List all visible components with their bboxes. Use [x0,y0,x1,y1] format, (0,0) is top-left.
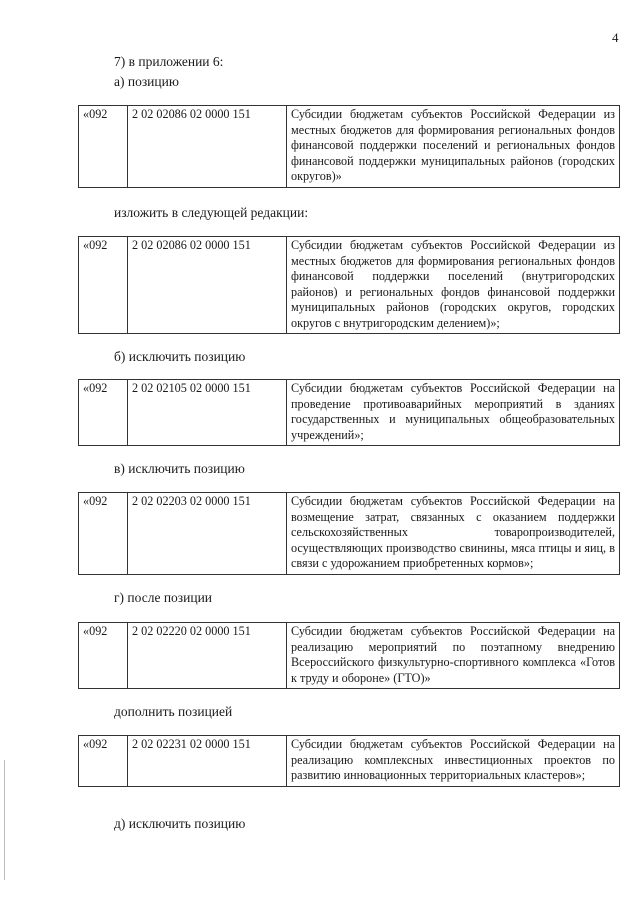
kbk-cell: 2 02 02231 02 0000 151 [128,736,287,787]
table-row [79,493,620,575]
kbk-cell: 2 02 02203 02 0000 151 [128,493,287,575]
section-heading: изложить в следующей редакции: [114,205,309,220]
code-cell: «092 [79,623,128,689]
item-title: 7) в приложении 6: [114,54,224,69]
description-cell: Субсидии бюджетам субъектов Российской Федерации на реализацию комплексных инвестиционных проектов по развитию инновационных территориальных кластеров»; [287,736,620,787]
page-number: 4 [612,30,619,45]
position-table [78,492,620,575]
final-heading: д) исключить позицию [114,816,246,831]
description-cell: Субсидии бюджетам субъектов Российской Федерации на возмещение затрат, связанных с оказанием поддержки сельскохозяйственных товаропроизводителей, осуществляющих производство свинины, мяса птицы и яиц, в связи с удорожанием приобретенных кормов»; [287,493,620,575]
section-heading: г) после позиции [114,590,213,605]
position-table [78,105,620,188]
scan-margin-mark [4,760,5,880]
section-heading: а) позицию [114,74,179,89]
position-table [78,735,620,787]
section-heading: в) исключить позицию [114,461,245,476]
position-table [78,379,620,446]
code-cell: «092 [79,237,128,334]
section-heading: дополнить позицией [114,704,233,719]
table-row [79,380,620,446]
kbk-cell: 2 02 02086 02 0000 151 [128,237,287,334]
description-cell: Субсидии бюджетам субъектов Российской Федерации на проведение противоаварийных мероприятий в зданиях государственных и муниципальных общеобразовательных учреждений»; [287,380,620,446]
position-table [78,622,620,689]
kbk-cell: 2 02 02086 02 0000 151 [128,106,287,188]
code-cell: «092 [79,380,128,446]
code-cell: «092 [79,106,128,188]
table-row [79,237,620,334]
description-cell: Субсидии бюджетам субъектов Российской Федерации из местных бюджетов для формирования региональных фондов финансовой поддержки поселений (внутригородских районов) и региональных фондов финансовой поддержки муниципальных районов (городских округов, городских округов с внутригородским делением)»; [287,237,620,334]
position-table [78,236,620,334]
code-cell: «092 [79,736,128,787]
kbk-cell: 2 02 02220 02 0000 151 [128,623,287,689]
section-heading: б) исключить позицию [114,349,246,364]
kbk-cell: 2 02 02105 02 0000 151 [128,380,287,446]
table-row [79,106,620,188]
description-cell: Субсидии бюджетам субъектов Российской Федерации на реализацию мероприятий по поэтапному внедрению Всероссийского физкультурно-спортивного комплекса «Готов к труду и обороне» (ГТО)» [287,623,620,689]
description-cell: Субсидии бюджетам субъектов Российской Федерации из местных бюджетов для формирования региональных фондов финансовой поддержки поселений и региональных фондов финансовой поддержки муниципальных районов (городских округов)» [287,106,620,188]
table-row [79,736,620,787]
code-cell: «092 [79,493,128,575]
table-row [79,623,620,689]
